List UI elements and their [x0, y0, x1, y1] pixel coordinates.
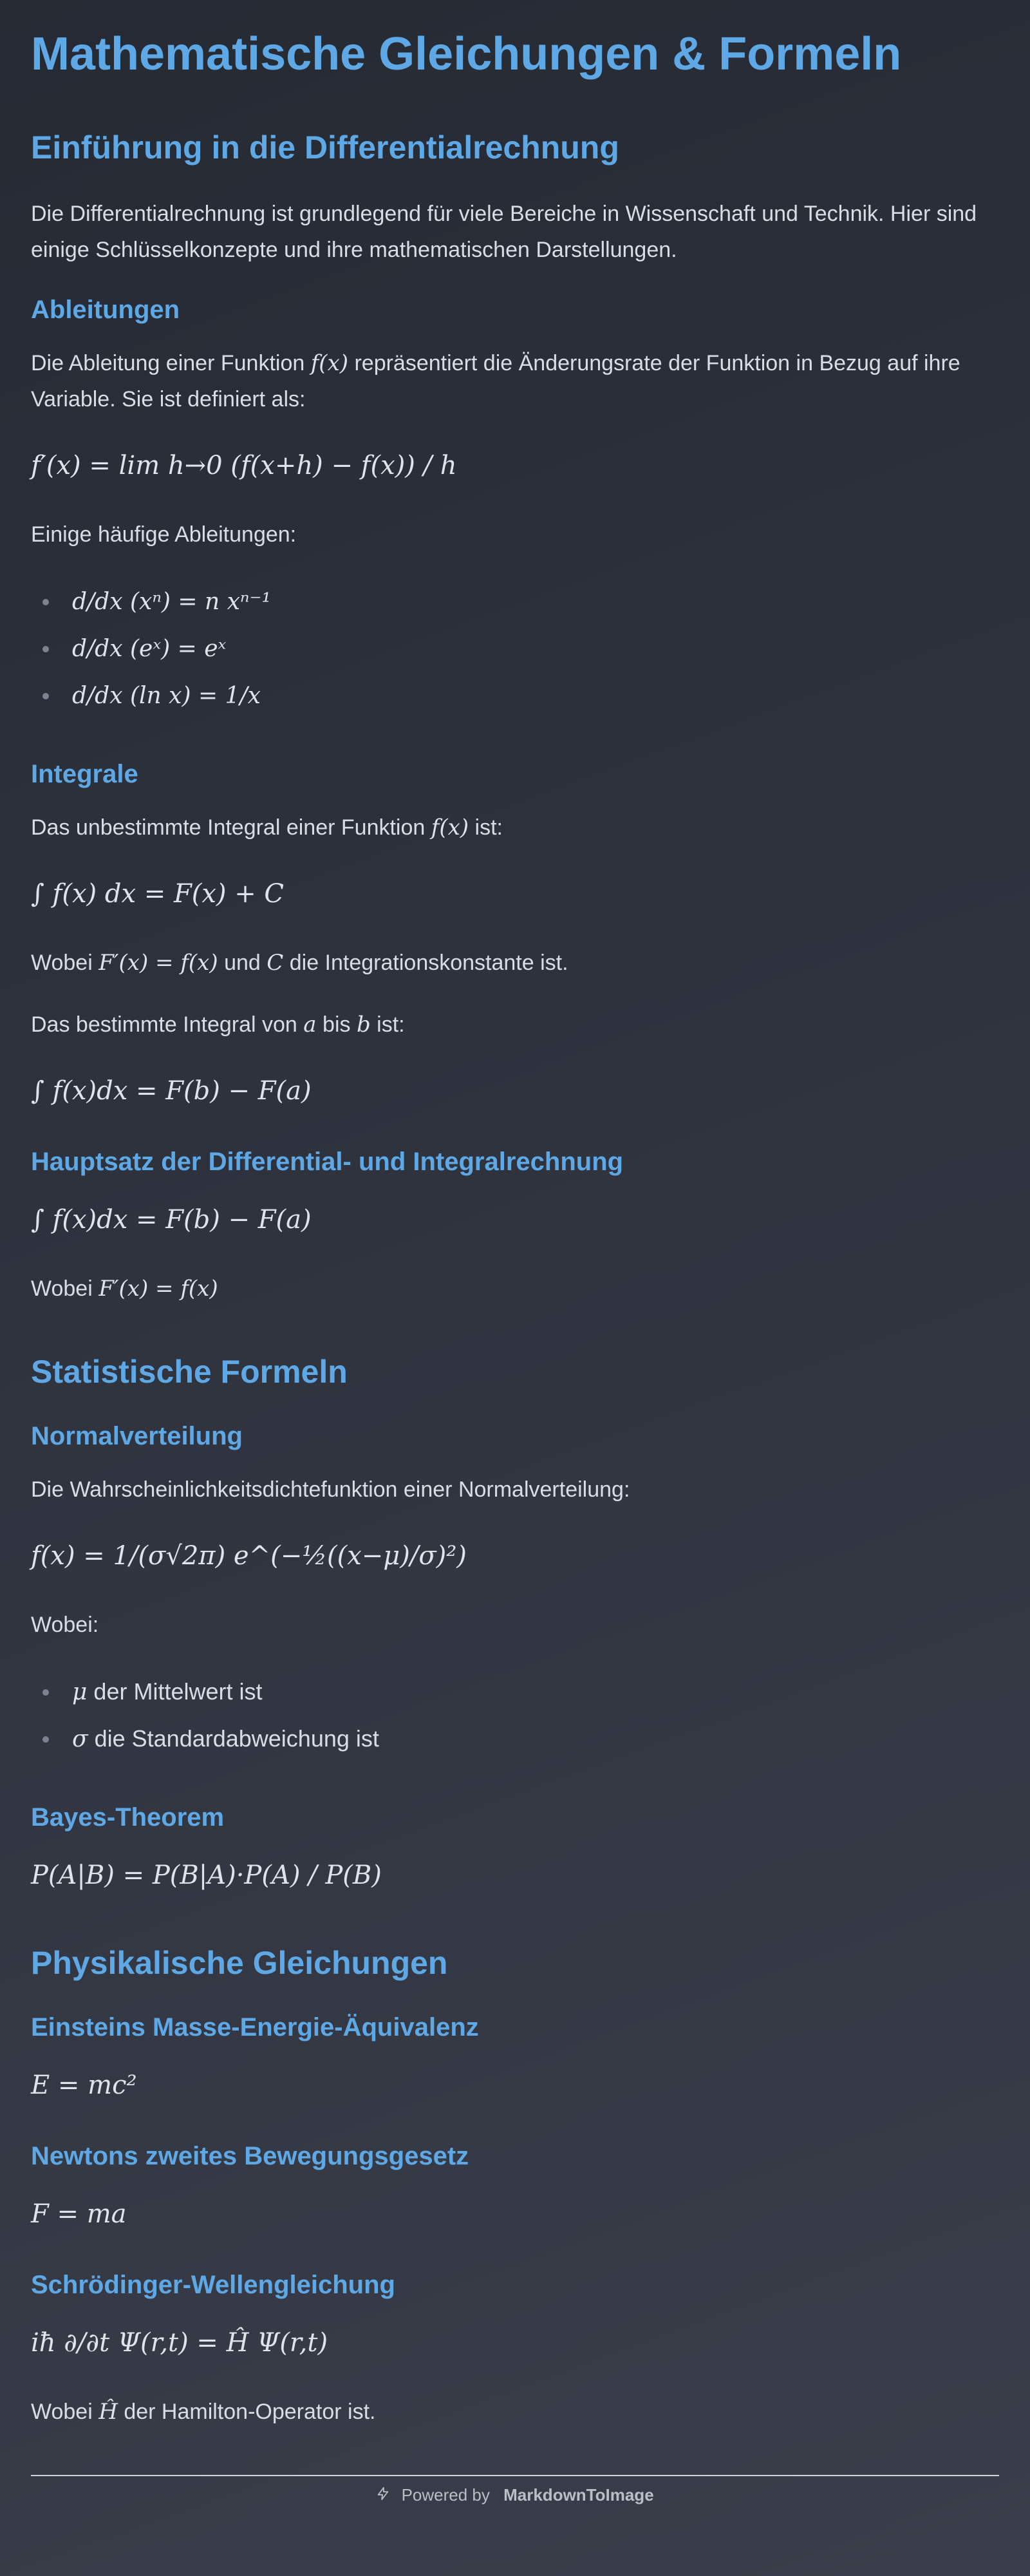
definite-text: Das bestimmte Integral von a bis b ist: — [31, 1012, 405, 1037]
footer-prefix: Powered by — [401, 2485, 490, 2505]
subsection-heading: Newtons zweites Bewegungsgesetz — [31, 2142, 469, 2170]
subsection-normal-distribution — [31, 1420, 999, 1763]
subsection-bayes — [31, 1801, 999, 1898]
list-item: σ die Standardabweichung ist — [31, 1716, 999, 1763]
list-item: d/dx (xⁿ) = n xⁿ⁻¹ — [31, 578, 999, 625]
einstein-equation: E = mc² — [31, 2070, 137, 2100]
subsection-integrals — [31, 758, 999, 1113]
subsection-newton — [31, 2140, 999, 2237]
list-item: μ der Mittelwert ist — [31, 1669, 999, 1716]
bolt-icon — [376, 2485, 390, 2505]
subsection-heading: Ableitungen — [31, 296, 180, 324]
integral-where-text: Wobei F′(x) = f(x) und C die Integrationskonstante ist. — [31, 950, 568, 976]
normal-equation: f(x) = 1/(σ√2π) e^(−½((x−μ)/σ)²) — [31, 1541, 467, 1571]
intro-text: Die Differentialrechnung ist grundlegend für viele Bereiche in Wissenschaft und Technik. Hier sind einige Schlüsselkonzepte und ihre mathematischen Darstellungen. — [31, 202, 977, 262]
footer-brand-link[interactable]: MarkdownToImage — [503, 2485, 654, 2505]
indefinite-text: Das unbestimmte Integral einer Funktion f(x) ist: — [31, 815, 503, 840]
subsection-heading: Integrale — [31, 760, 138, 788]
schroedinger-where-text: Wobei Ĥ der Hamilton-Operator ist. — [31, 2399, 376, 2425]
subsection-heading: Einsteins Masse-Energie-Äquivalenz — [31, 2013, 479, 2041]
newton-equation: F = ma — [31, 2199, 127, 2229]
section-heading: Physikalische Gleichungen — [31, 1945, 448, 1981]
definite-integral: ∫ f(x)dx = F(b) − F(a) — [31, 1076, 312, 1106]
indefinite-integral: ∫ f(x) dx = F(x) + C — [31, 879, 285, 909]
section-heading: Statistische Formeln — [31, 1354, 348, 1390]
section-statistics — [31, 1352, 999, 1898]
schroedinger-equation: iħ ∂/∂t Ψ(r,t) = Ĥ Ψ(r,t) — [31, 2328, 328, 2358]
derivative-definition: f′(x) = lim h→0 (f(x+h) − f(x)) / h — [31, 451, 457, 480]
normal-text: Die Wahrscheinlichkeitsdichtefunktion einer Normalverteilung: — [31, 1477, 630, 1502]
normal-variables-list — [31, 1669, 999, 1763]
page-title: Mathematische Gleichungen & Formeln — [31, 28, 902, 80]
subsection-heading: Normalverteilung — [31, 1422, 243, 1450]
section-calculus — [31, 128, 999, 1307]
subsection-heading: Bayes-Theorem — [31, 1803, 225, 1832]
subsection-einstein — [31, 2011, 999, 2108]
fundamental-where-text: Wobei F′(x) = f(x) — [31, 1276, 218, 1302]
footer — [31, 2475, 999, 2505]
list-item: d/dx (eˣ) = eˣ — [31, 625, 999, 672]
section-heading: Einführung in die Differentialrechnung — [31, 129, 619, 166]
subsection-heading: Hauptsatz der Differential- und Integralrechnung — [31, 1148, 624, 1176]
derivative-text: Die Ableitung einer Funktion f(x) repräsentiert die Änderungsrate der Funktion in Bezug auf ihre Variable. Sie ist definiert als: — [31, 350, 960, 412]
fundamental-equation: ∫ f(x)dx = F(b) − F(a) — [31, 1205, 312, 1235]
section-physics — [31, 1943, 999, 2430]
bayes-equation: P(A|B) = P(B|A)·P(A) / P(B) — [31, 1861, 382, 1890]
list-item: d/dx (ln x) = 1/x — [31, 672, 999, 719]
common-derivatives-label: Einige häufige Ableitungen: — [31, 522, 297, 547]
subsection-fundamental-theorem — [31, 1146, 999, 1307]
common-derivatives-list — [31, 578, 999, 719]
normal-where-label: Wobei: — [31, 1613, 99, 1637]
subsection-schroedinger — [31, 2269, 999, 2430]
subsection-heading: Schrödinger-Wellengleichung — [31, 2271, 395, 2299]
subsection-derivatives — [31, 294, 999, 719]
